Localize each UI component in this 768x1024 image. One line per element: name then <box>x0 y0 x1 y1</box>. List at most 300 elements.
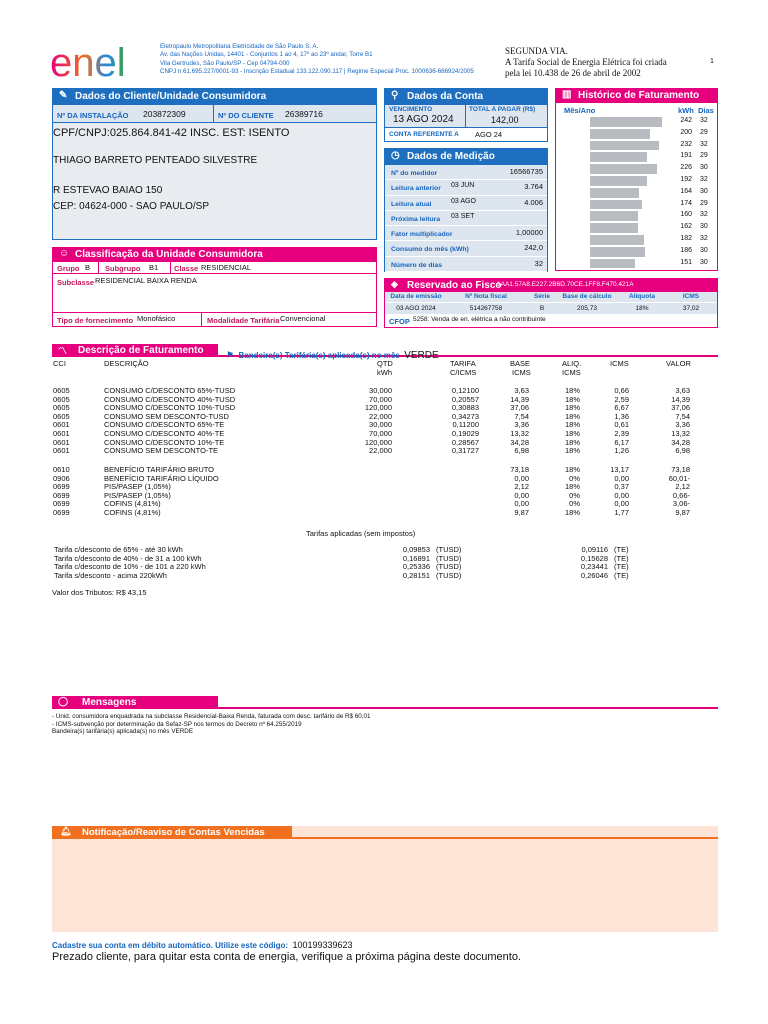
bandeira-value: VERDE <box>404 350 439 361</box>
col-valor: VALOR <box>666 359 691 368</box>
fat-row-base: 3,36 <box>514 420 529 430</box>
fat-row-tarifa: 0,31727 <box>451 446 479 456</box>
classificacao-box <box>52 247 377 327</box>
historico-dias: 32 <box>700 117 708 124</box>
col-tarifa-unit: C/ICMS <box>450 368 477 377</box>
fisco-header-cell: Série <box>534 293 550 300</box>
bar-chart-icon: ▥ <box>562 89 572 100</box>
pencil-icon: ✎ <box>59 90 68 101</box>
cfop-value: 5258: Venda de en. elétrica a não contribuinte <box>413 316 546 323</box>
medicao-row-value: 16566735 <box>509 167 543 176</box>
vencimento-label: VENCIMENTO <box>389 106 433 113</box>
mensagens-text <box>52 713 371 736</box>
col-qtd-unit: kWh <box>377 368 392 377</box>
fat-row-cci: 0601 <box>53 437 70 447</box>
modalidade-label: Modalidade Tarifária <box>207 316 280 325</box>
mensagem-2: - ICMS-subvenção por determinação da Sefaz-SP nos termos do Decreto nº 64.255/2019 <box>52 720 302 728</box>
cfop-row <box>385 314 717 326</box>
instalacao-row <box>53 105 376 123</box>
fat-row-base: 6,98 <box>514 446 529 456</box>
tarifa-tusd-label: (TUSD) <box>436 562 462 571</box>
fat-row-base: 37,06 <box>510 403 529 413</box>
fat-row-valor: 37,06 <box>671 403 690 413</box>
fat-row-desc: CONSUMO C/DESCONTO 65%-TUSD <box>104 386 236 395</box>
fat-row-aliq: 18% <box>564 446 580 456</box>
historico-title: Histórico de Faturamento <box>578 90 700 101</box>
medicao-row-value: 3.764 <box>524 182 543 192</box>
fat-row-qtd: 30,000 <box>369 420 392 430</box>
fat-row-base: 7,54 <box>514 411 529 421</box>
cpf-line: CPF/CNPJ:025.864.841-42 INSC. EST: ISENTO <box>53 127 290 139</box>
fat-row-tarifa: 0,11200 <box>452 420 479 430</box>
fat-row-aliq: 0% <box>569 473 580 483</box>
historico-dias: 32 <box>700 140 708 148</box>
historico-dias: 30 <box>700 258 708 266</box>
fat-row-icms: 2,59 <box>614 394 629 404</box>
cliente-header <box>53 89 376 105</box>
fat-row-cci: 0605 <box>53 411 70 421</box>
faturamento-header <box>52 344 218 357</box>
medicao-row-date: 03 JUN <box>451 182 475 190</box>
fisco-hash: 1AA1.57A8.E227.2B6D.70CE.1FF8.F470.421A <box>497 281 634 288</box>
medicao-row <box>385 226 547 241</box>
medicao-row-label: Consumo do mês (kWh) <box>391 246 469 254</box>
historico-kwh: 186 <box>680 246 692 254</box>
fat-row-cci: 0601 <box>53 446 70 456</box>
mensagens-header <box>52 696 218 709</box>
fat-row-desc: PIS/PASEP (1,05%) <box>104 490 171 500</box>
bandeira-label: Bandeira(s) Tarifária(s) aplicada(s) no mês <box>238 351 400 360</box>
cfop-label: CFOP <box>389 317 410 326</box>
fat-row-desc: CONSUMO C/DESCONTO 10%-TE <box>104 437 225 447</box>
fat-row-desc: CONSUMO SEM DESCONTO-TUSD <box>104 411 229 421</box>
fat-row-desc: COFINS (4,81%) <box>104 508 161 517</box>
historico-dias: 30 <box>700 164 708 172</box>
tarifa-social-text: A Tarifa Social de Energia Elétrica foi criada <box>505 57 667 67</box>
cliente-num-label: Nº DO CLIENTE <box>218 111 274 120</box>
medicao-row <box>385 257 547 272</box>
medicao-row-label: Número de dias <box>391 261 442 269</box>
historico-col-kwh: kWh <box>678 106 694 115</box>
medicao-row-date: 03 SET <box>451 212 475 220</box>
flag-icon: ⚑ <box>226 350 235 360</box>
col-base-unit: ICMS <box>512 368 531 377</box>
medicao-row-label: Leitura atual <box>391 200 432 208</box>
col-aliq-unit: ICMS <box>562 368 581 377</box>
fisco-header-cell: Alíquota <box>629 293 655 300</box>
col-qtd: QTD <box>377 359 393 368</box>
trend-icon: 〽 <box>58 346 68 356</box>
historico-bar <box>590 200 642 210</box>
instalacao-value: 203872309 <box>143 109 186 119</box>
fat-row-qtd: 70,000 <box>369 394 392 404</box>
tarifa-tusd: 0,09853 <box>402 545 430 554</box>
fat-row-valor: 3,36 <box>675 420 690 430</box>
medicao-row-label: Próxima leitura <box>391 215 441 223</box>
mensagem-1: - Unid. consumidora enquadrada na subclasse Residencial-Baixa Renda, faturada com desc. tarifário de R$ 60,01 <box>52 713 371 720</box>
classificacao-header <box>53 248 376 262</box>
fat-row-base: 2,12 <box>514 482 529 492</box>
company-cnpj: CNPJ n 61.695.227/0001-93 - Inscrição Estadual 133.122.090.117 | Regime Especial Proc. 1000636-686924/2005 <box>160 67 474 75</box>
fat-row-aliq: 18% <box>564 411 580 421</box>
fat-row-base: 73,18 <box>510 465 529 474</box>
fat-row-aliq: 0% <box>569 490 580 500</box>
fat-row-aliq: 18% <box>564 394 580 404</box>
fat-row-cci: 0610 <box>53 465 70 474</box>
fat-row-cci: 0605 <box>53 386 70 395</box>
fat-row-valor: 3,06- <box>672 499 690 509</box>
historico-bar <box>590 117 662 127</box>
fat-row-icms: 0,66 <box>614 386 629 395</box>
conta-header <box>385 89 547 105</box>
fat-row-valor: 0,66- <box>672 490 690 500</box>
historico-dias: 29 <box>700 152 708 160</box>
fat-row-icms: 1,77 <box>614 508 629 517</box>
historico-col-mes: Mês/Ano <box>564 106 596 115</box>
subgrupo-label: Subgrupo <box>105 264 141 273</box>
medicao-row-label: Fator multiplicador <box>391 231 453 239</box>
historico-bar <box>590 223 638 233</box>
tarifa-tusd: 0,16891 <box>402 553 430 563</box>
fat-row-valor: 34,28 <box>671 437 690 447</box>
col-tarifa: TARIFA <box>450 359 476 368</box>
historico-kwh: 182 <box>680 235 692 242</box>
fisco-title: Reservado ao Fisco <box>407 280 502 291</box>
historico-bar <box>590 176 647 186</box>
cliente-box <box>52 88 377 240</box>
fat-row-icms: 0,37 <box>614 482 629 492</box>
tarifa-te-label: (TE) <box>614 553 629 563</box>
tarifa-desc: Tarifa s/desconto - acima 220kWh <box>54 570 167 580</box>
fat-row-cci: 0601 <box>53 420 70 430</box>
classificacao-title: Classificação da Unidade Consumidora <box>75 249 263 260</box>
fat-row-valor: 73,18 <box>671 465 690 474</box>
fisco-value-cell: 18% <box>635 305 649 312</box>
tarifa-desc: Tarifa c/desconto de 65% - até 30 kWh <box>54 545 183 554</box>
fat-row-desc: BENEFÍCIO TARIFÁRIO LÍQUIDO <box>104 473 219 483</box>
fat-row-base: 14,39 <box>510 394 529 404</box>
notificacao-box <box>52 826 718 932</box>
tarifa-tusd-label: (TUSD) <box>436 545 462 554</box>
conta-values <box>385 105 547 127</box>
instalacao-label: Nº DA INSTALAÇÃO <box>57 111 129 120</box>
fat-row-base: 9,87 <box>514 508 529 517</box>
classe-label: Classe <box>174 264 199 273</box>
fat-row-valor: 6,98 <box>675 446 690 456</box>
tarifa-desc: Tarifa c/desconto de 10% - de 101 a 220 kWh <box>54 562 206 571</box>
classe-value: RESIDENCIAL <box>201 263 252 272</box>
medicao-row <box>385 241 547 256</box>
medicao-row <box>385 180 547 195</box>
faturamento-col-headers <box>52 358 718 378</box>
medicao-row-date: 03 AGO <box>451 197 476 205</box>
clock-icon: ◷ <box>391 150 400 161</box>
fat-row-icms: 13,17 <box>610 465 629 474</box>
fisco-value-cell: 37,02 <box>682 305 700 312</box>
fat-row-base: 3,63 <box>514 386 529 395</box>
fat-row-aliq: 18% <box>564 437 580 447</box>
fat-row-desc: CONSUMO C/DESCONTO 40%-TUSD <box>104 394 236 404</box>
tarifa-te-label: (TE) <box>614 570 629 580</box>
medicao-row <box>385 196 547 211</box>
historico-dias: 29 <box>700 128 708 136</box>
fornecimento-row <box>53 313 376 326</box>
historico-header <box>556 89 717 103</box>
fat-row-tarifa: 0,30883 <box>451 403 479 413</box>
fat-row-icms: 0,00 <box>614 499 629 509</box>
svg-text:enel: enel <box>50 41 126 85</box>
historico-kwh: 174 <box>680 199 692 207</box>
fat-row-tarifa: 0,12100 <box>451 386 479 395</box>
historico-col-dias: Dias <box>698 106 714 115</box>
medicao-rows <box>385 165 547 272</box>
fat-row-qtd: 70,000 <box>369 429 392 438</box>
bell-icon: 🔔︎ <box>60 826 72 836</box>
fat-row-valor: 7,54 <box>675 411 690 421</box>
fat-row-valor: 9,87 <box>675 508 690 517</box>
fat-row-base: 0,00 <box>514 473 529 483</box>
cliente-cep: CEP: 04624-000 - SAO PAULO/SP <box>53 201 210 212</box>
fat-row-valor: 3,63 <box>675 386 690 395</box>
fat-row-tarifa: 0,20557 <box>451 394 479 404</box>
fat-row-cci: 0605 <box>53 403 70 413</box>
historico-kwh: 192 <box>680 176 692 183</box>
fisco-value-cell: 03 AGO 2024 <box>396 305 436 312</box>
fat-row-tarifa: 0,34273 <box>451 411 479 421</box>
historico-dias: 32 <box>700 235 708 242</box>
fat-row-aliq: 18% <box>564 403 580 413</box>
tarifa-tusd-label: (TUSD) <box>436 553 462 563</box>
medicao-header <box>385 149 547 165</box>
fat-row-icms: 1,26 <box>614 446 629 456</box>
fisco-value-cell: B <box>539 305 545 312</box>
tarifa-te-label: (TE) <box>614 545 629 554</box>
historico-kwh: 200 <box>680 128 692 136</box>
col-base: BASE <box>510 359 531 368</box>
historico-dias: 32 <box>700 211 708 219</box>
fisco-header-cell: Base de cálculo <box>562 293 612 300</box>
fisco-headers <box>385 292 717 302</box>
conta-box <box>384 88 548 142</box>
notificacao-title: Notificação/Reaviso de Contas Vencidas <box>82 827 265 838</box>
enel-logo-mark <box>48 40 138 85</box>
historico-bar <box>590 129 650 139</box>
user-icon: ☺ <box>59 248 70 259</box>
medicao-row-value: 242,0 <box>524 243 543 253</box>
fat-row-desc: CONSUMO C/DESCONTO 10%-TUSD <box>104 403 236 413</box>
historico-dias: 29 <box>700 199 708 207</box>
fat-row-aliq: 18% <box>564 420 580 430</box>
faturamento-title: Descrição de Faturamento <box>78 345 204 356</box>
fat-row-aliq: 18% <box>564 465 580 474</box>
total-value: 142,00 <box>491 115 519 125</box>
tarifa-tusd-label: (TUSD) <box>436 570 462 580</box>
fat-row-cci: 0601 <box>53 429 70 438</box>
subclasse-row <box>53 274 376 313</box>
fat-row-qtd: 120,000 <box>364 403 392 413</box>
subgrupo-value: B1 <box>149 263 159 272</box>
conta-title: Dados da Conta <box>407 91 484 102</box>
tarifa-desc: Tarifa c/desconto de 40% - de 31 a 100 kWh <box>54 553 202 563</box>
tarifa-te: 0,09116 <box>581 545 608 554</box>
fat-row-qtd: 30,000 <box>369 386 392 395</box>
col-icms: ICMS <box>610 359 629 368</box>
historico-bar <box>590 164 657 174</box>
historico-box <box>555 88 718 271</box>
fat-row-base: 13,32 <box>510 429 529 438</box>
header-notice <box>505 46 667 79</box>
notificacao-header <box>52 826 292 839</box>
historico-bar <box>590 141 659 151</box>
fornecimento-value: Monofásico <box>137 314 176 323</box>
ref-row <box>385 127 547 141</box>
fisco-values <box>385 302 717 314</box>
fisco-box <box>384 278 718 328</box>
fat-row-cci: 0906 <box>53 473 70 483</box>
fat-row-valor: 2,12 <box>675 482 690 492</box>
company-address-2: Vila Gertrudes, São Paulo/SP - Cep 04794-000 <box>160 59 290 67</box>
page-number: 1 <box>710 58 714 65</box>
fat-row-valor: 60,01- <box>668 473 690 483</box>
fat-row-base: 0,00 <box>514 490 529 500</box>
historico-dias: 30 <box>700 223 708 231</box>
historico-kwh: 160 <box>680 211 692 219</box>
historico-kwh: 164 <box>680 187 692 195</box>
historico-kwh: 151 <box>680 258 692 266</box>
ref-label: CONTA REFERENTE A <box>389 131 459 138</box>
fat-row-qtd: 22,000 <box>369 446 392 456</box>
total-label: TOTAL A PAGAR (R$) <box>469 106 536 113</box>
mensagens-title: Mensagens <box>82 697 137 708</box>
company-address-1: Av. das Nações Unidas, 14401 - Conjuntos 1 ao 4, 17º ao 23º andar, Torre B1 <box>160 51 373 59</box>
tributos-value: Valor dos Tributos: R$ 43,15 <box>52 588 147 597</box>
fat-row-desc: CONSUMO C/DESCONTO 65%-TE <box>104 420 225 430</box>
fisco-value-cell: 205,73 <box>577 305 597 312</box>
medicao-row <box>385 165 547 180</box>
fat-row-desc: CONSUMO SEM DESCONTO-TE <box>104 446 219 456</box>
company-info <box>160 43 474 76</box>
fat-row-qtd: 22,000 <box>369 411 392 421</box>
cliente-num-value: 26389716 <box>285 109 323 119</box>
tarifa-tusd: 0,28151 <box>402 570 430 580</box>
historico-dias: 32 <box>700 176 708 183</box>
medicao-row-label: Leitura anterior <box>391 185 441 193</box>
fat-row-desc: PIS/PASEP (1,05%) <box>104 482 171 492</box>
tarifa-te-label: (TE) <box>614 562 629 571</box>
mensagem-3: Bandeira(s) tarifária(s) aplicada(s) no mês VERDE <box>52 728 194 735</box>
debito-codigo: 100199339623 <box>292 940 353 950</box>
tarifas-title: Tarifas aplicadas (sem impostos) <box>306 529 416 538</box>
company-name: Eletropaulo Metropolitana Eletricidade de São Paulo S. A. <box>160 43 319 50</box>
medicao-row-value: 32 <box>534 258 543 268</box>
fat-row-desc: BENEFÍCIO TARIFÁRIO BRUTO <box>104 465 215 474</box>
enel-logo <box>48 40 138 85</box>
fat-row-cci: 0699 <box>53 482 70 492</box>
historico-bar <box>590 211 638 221</box>
fat-row-valor: 14,39 <box>671 394 690 404</box>
grupo-value: B <box>85 263 91 272</box>
tarifa-te: 0,15628 <box>580 553 608 563</box>
fat-row-valor: 13,32 <box>671 429 690 438</box>
fat-row-desc: COFINS (4,81%) <box>104 499 161 509</box>
fat-row-aliq: 18% <box>564 386 580 395</box>
debito-label: Cadastre sua conta em débito automático. Utilize este código: <box>52 941 289 950</box>
historico-kwh: 232 <box>680 140 692 148</box>
cliente-endereco: R ESTEVAO BAIAO 150 <box>53 185 163 196</box>
subclasse-label: Subclasse <box>57 278 95 287</box>
historico-bar <box>590 188 639 198</box>
medicao-row-value: 4.006 <box>524 197 543 207</box>
fisco-value-cell: 514267758 <box>469 305 503 312</box>
medicao-box <box>384 148 548 272</box>
tarifa-te: 0,23441 <box>580 562 608 571</box>
medicao-row-value: 1,00000 <box>515 228 543 238</box>
fisco-header-cell: ICMS <box>682 293 700 300</box>
historico-kwh: 191 <box>680 152 692 160</box>
subclasse-value: RESIDENCIAL BAIXA RENDA <box>95 276 197 285</box>
fat-row-aliq: 18% <box>564 482 580 492</box>
modalidade-value: Convencional <box>280 314 326 323</box>
fat-row-icms: 2,39 <box>614 429 629 438</box>
lei-text: pela lei 10.438 de 26 de abril de 2002 <box>505 68 641 78</box>
historico-bar <box>590 152 647 162</box>
chat-icon: ◯ <box>58 696 69 706</box>
ref-value: AGO 24 <box>475 130 503 139</box>
fat-row-icms: 1,36 <box>614 411 629 421</box>
segunda-via: SEGUNDA VIA. <box>505 46 568 56</box>
fat-row-cci: 0699 <box>53 499 70 509</box>
medicao-row <box>385 211 547 226</box>
prezado-cliente: Prezado cliente, para quitar esta conta de energia, verifique a próxima página deste documento. <box>52 951 522 963</box>
fat-row-icms: 6,67 <box>614 403 629 413</box>
col-desc: DESCRIÇÃO <box>104 359 149 368</box>
fat-row-tarifa: 0,19029 <box>451 429 479 438</box>
historico-bar <box>590 247 645 257</box>
fat-row-tarifa: 0,28567 <box>451 437 479 447</box>
shield-icon: ◈ <box>391 279 398 289</box>
historico-kwh: 242 <box>680 117 692 124</box>
fat-row-qtd: 120,000 <box>364 437 392 447</box>
col-aliq: ALIQ. <box>562 359 582 368</box>
fat-row-cci: 0605 <box>53 394 70 404</box>
vencimento-value: 13 AGO 2024 <box>393 114 454 125</box>
fat-row-icms: 6,17 <box>614 437 629 447</box>
tarifa-te: 0,26046 <box>580 570 608 580</box>
fisco-header <box>385 279 717 292</box>
fisco-header-cell: Data de emissão <box>390 293 442 300</box>
fat-row-icms: 0,00 <box>614 490 629 500</box>
tarifa-tusd: 0,25336 <box>402 562 430 571</box>
fisco-header-cell: Nº Nota fiscal <box>465 293 507 300</box>
search-icon: ⚲ <box>391 90 399 101</box>
fat-row-aliq: 0% <box>569 499 580 509</box>
cliente-nome: THIAGO BARRETO PENTEADO SILVESTRE <box>53 155 258 166</box>
fat-row-base: 34,28 <box>510 437 529 447</box>
medicao-row-label: Nº do medidor <box>391 170 438 177</box>
medicao-title: Dados de Medição <box>407 151 495 162</box>
fornecimento-label: Tipo de fornecimento <box>57 316 134 325</box>
fat-row-cci: 0699 <box>53 508 70 517</box>
historico-kwh: 162 <box>680 223 692 231</box>
fat-row-aliq: 18% <box>564 508 580 517</box>
fat-row-cci: 0699 <box>53 490 70 500</box>
cliente-title: Dados do Cliente/Unidade Consumidora <box>75 91 267 102</box>
fat-row-aliq: 18% <box>564 429 580 438</box>
fat-row-icms: 0,00 <box>614 473 629 483</box>
historico-kwh: 226 <box>680 164 692 172</box>
grupo-label: Grupo <box>57 264 80 273</box>
grupo-row <box>53 262 376 274</box>
